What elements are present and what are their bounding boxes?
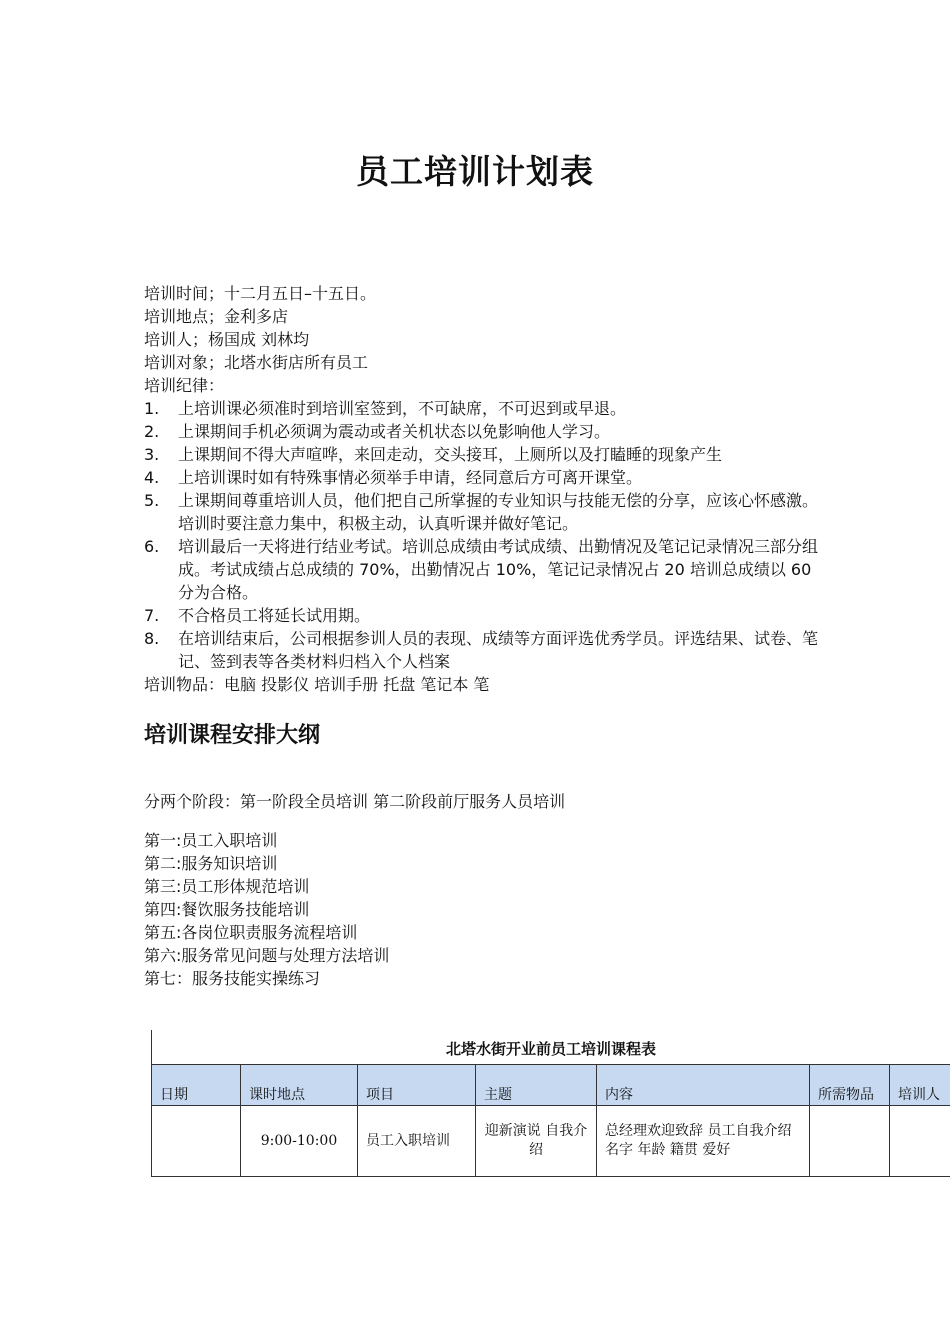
rule-number: 7.: [144, 606, 160, 625]
rule-number: 2.: [144, 422, 160, 441]
rule-item: [144, 443, 824, 466]
discipline-label: 培训纪律：: [144, 376, 225, 395]
rule-number: 1.: [144, 399, 160, 418]
page-title: 员工培训计划表: [356, 152, 594, 191]
cell-trainer: [890, 1106, 950, 1177]
rule-text: 上课期间手机必须调为震动或者关机状态以免影响他人学习。: [178, 422, 611, 441]
stage-item: 第四:餐饮服务技能培训: [144, 900, 310, 919]
table-caption: 北塔水街开业前员工培训课程表: [151, 1030, 950, 1064]
rule-number: 8.: [144, 629, 160, 648]
rule-item: [144, 466, 824, 489]
training-info: [144, 282, 824, 696]
rule-number: 6.: [144, 537, 160, 556]
header-time-place: 课时地点: [241, 1065, 358, 1106]
schedule-table-wrapper: [151, 1030, 950, 1177]
cell-supplies: [810, 1106, 890, 1177]
schedule-table: [151, 1064, 950, 1177]
rule-text: 在培训结束后，公司根据参训人员的表现、成绩等方面评选优秀学员。评选结果、试卷、笔记、签到表等各类材料归档入个人档案: [178, 629, 819, 671]
cell-content: 总经理欢迎致辞 员工自我介绍 名字 年龄 籍贯 爱好: [597, 1106, 810, 1177]
stage-item: 第二:服务知识培训: [144, 854, 278, 873]
stage-item: 第一:员工入职培训: [144, 831, 278, 850]
rule-number: 3.: [144, 445, 160, 464]
rule-text: 不合格员工将延长试用期。: [178, 606, 371, 625]
table-row: [152, 1106, 950, 1177]
training-time: 培训时间；十二月五日–十五日。: [144, 284, 377, 303]
rule-text: 上课期间不得大声喧哗，来回走动，交头接耳，上厕所以及打瞌睡的现象产生: [178, 445, 723, 464]
rule-item: [144, 604, 824, 627]
stage-item: 第七：服务技能实操练习: [144, 969, 321, 988]
rule-text: 上培训课时如有特殊事情必须举手申请，经同意后方可离开课堂。: [178, 468, 643, 487]
cell-time-place: 9:00-10:00: [241, 1106, 358, 1177]
header-supplies: 所需物品: [810, 1065, 890, 1106]
training-supplies: 培训物品：电脑 投影仪 培训手册 托盘 笔记本 笔: [144, 675, 490, 694]
rule-item: [144, 535, 824, 604]
rule-item: [144, 420, 824, 443]
header-topic: 主题: [476, 1065, 597, 1106]
rule-number: 4.: [144, 468, 160, 487]
training-place: 培训地点；金利多店: [144, 307, 289, 326]
trainers: 培训人；杨国成 刘林均: [144, 330, 310, 349]
section-title: 培训课程安排大纲: [144, 723, 321, 748]
stages-intro: 分两个阶段：第一阶段全员培训 第二阶段前厅服务人员培训: [144, 792, 566, 811]
cell-project: 员工入职培训: [358, 1106, 476, 1177]
rule-text: 上培训课必须准时到培训室签到，不可缺席，不可迟到或早退。: [178, 399, 627, 418]
header-trainer: 培训人: [890, 1065, 950, 1106]
rule-item: [144, 397, 824, 420]
stage-item: 第三:员工形体规范培训: [144, 877, 310, 896]
rule-number: 5.: [144, 491, 160, 510]
discipline-rules: [144, 397, 824, 673]
header-date: 日期: [152, 1065, 241, 1106]
header-project: 项目: [358, 1065, 476, 1106]
rule-text: 培训最后一天将进行结业考试。培训总成绩由考试成绩、出勤情况及笔记记录情况三部分组成。考试成绩占总成绩的 70%，出勤情况占 10%，笔记记录情况占 20 培训总成绩以 60 分为合格。: [178, 537, 819, 602]
rule-item: [144, 627, 824, 673]
stage-list: [144, 829, 389, 990]
cell-date: [152, 1106, 241, 1177]
rule-text: 上课期间尊重培训人员，他们把自己所掌握的专业知识与技能无偿的分享，应该心怀感激。培训时要注意力集中，积极主动，认真听课并做好笔记。: [178, 491, 819, 533]
training-audience: 培训对象；北塔水街店所有员工: [144, 353, 369, 372]
stage-item: 第五:各岗位职责服务流程培训: [144, 923, 358, 942]
table-header-row: [152, 1065, 950, 1106]
header-content: 内容: [597, 1065, 810, 1106]
cell-topic: 迎新演说 自我介绍: [476, 1106, 597, 1177]
stage-item: 第六:服务常见问题与处理方法培训: [144, 946, 390, 965]
rule-item: [144, 489, 824, 535]
